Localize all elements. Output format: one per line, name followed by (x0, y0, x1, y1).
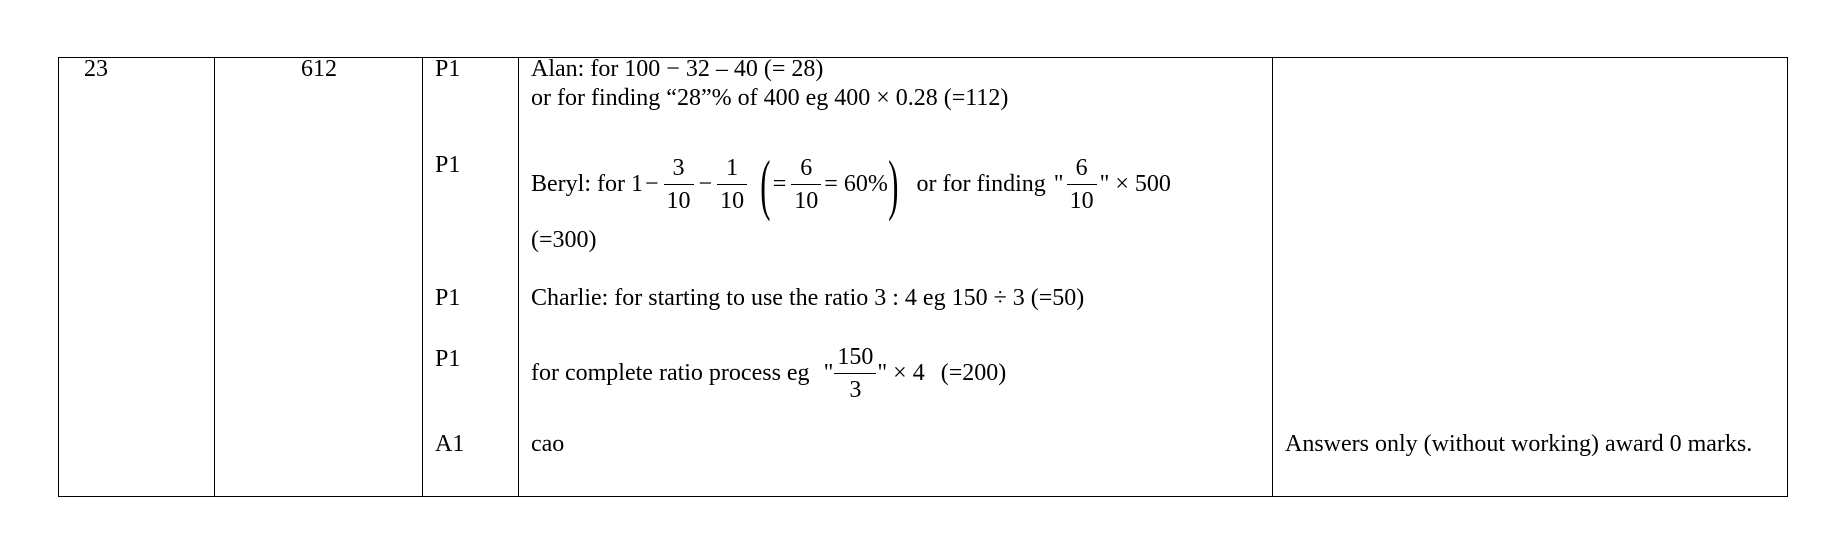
column-divider (1272, 58, 1273, 496)
fraction-150-3 (834, 344, 876, 403)
column-divider (422, 58, 423, 496)
minus-sign: − (698, 171, 713, 197)
beryl-result: (=300) (531, 227, 597, 253)
column-divider (518, 58, 519, 496)
fraction-denominator: 10 (794, 187, 819, 214)
question-number: 23 (84, 56, 108, 82)
close-parenthesis: ) (888, 146, 899, 222)
ratio-working-line (531, 338, 1006, 408)
mark-code: P1 (435, 346, 461, 372)
fraction-denominator: 10 (666, 187, 691, 214)
quote-close-times: " × 4 (877, 360, 925, 386)
beryl-prefix: Beryl: for 1 (531, 171, 643, 197)
or-finding-text: or for finding (916, 171, 1046, 197)
mark-code: P1 (435, 152, 461, 178)
open-parenthesis: ( (760, 146, 771, 222)
ratio-prefix: for complete ratio process eg (531, 360, 810, 386)
fraction-numerator: 1 (717, 155, 747, 185)
fraction-numerator: 6 (1067, 155, 1097, 185)
cao-text: cao (531, 431, 565, 457)
answer-value: 612 (301, 56, 337, 82)
mark-code: A1 (435, 431, 465, 457)
column-divider (214, 58, 215, 496)
quote-open: " (823, 360, 834, 386)
quote-open: " (1053, 171, 1064, 197)
fraction-3-10 (664, 155, 694, 214)
fraction-1-10 (717, 155, 747, 214)
mark-scheme-table (58, 57, 1788, 497)
fraction-numerator: 6 (791, 155, 821, 185)
equals-sign: = (772, 171, 787, 197)
equals-percentage: = 60% (824, 171, 888, 197)
fraction-denominator: 10 (720, 187, 745, 214)
beryl-working-line (531, 146, 1171, 222)
fraction-6-10-quoted (1067, 155, 1097, 214)
alan-working-line2: or for finding “28”% of 400 eg 400 × 0.28 (=112) (531, 85, 1009, 111)
fraction-numerator: 3 (664, 155, 694, 185)
ratio-result: (=200) (940, 360, 1007, 386)
charlie-working-line: Charlie: for starting to use the ratio 3 : 4 eg 150 ÷ 3 (=50) (531, 285, 1085, 311)
fraction-denominator: 10 (1069, 187, 1094, 214)
fraction-numerator: 150 (834, 344, 876, 374)
fraction-6-10 (791, 155, 821, 214)
minus-sign: − (644, 171, 659, 197)
mark-code: P1 (435, 56, 461, 82)
answers-only-note: Answers only (without working) award 0 marks. (1285, 431, 1753, 457)
alan-working-line1: Alan: for 100 − 32 – 40 (= 28) (531, 56, 824, 82)
mark-code: P1 (435, 285, 461, 311)
quote-close-times: " × 500 (1099, 171, 1171, 197)
fraction-denominator: 3 (849, 376, 862, 403)
